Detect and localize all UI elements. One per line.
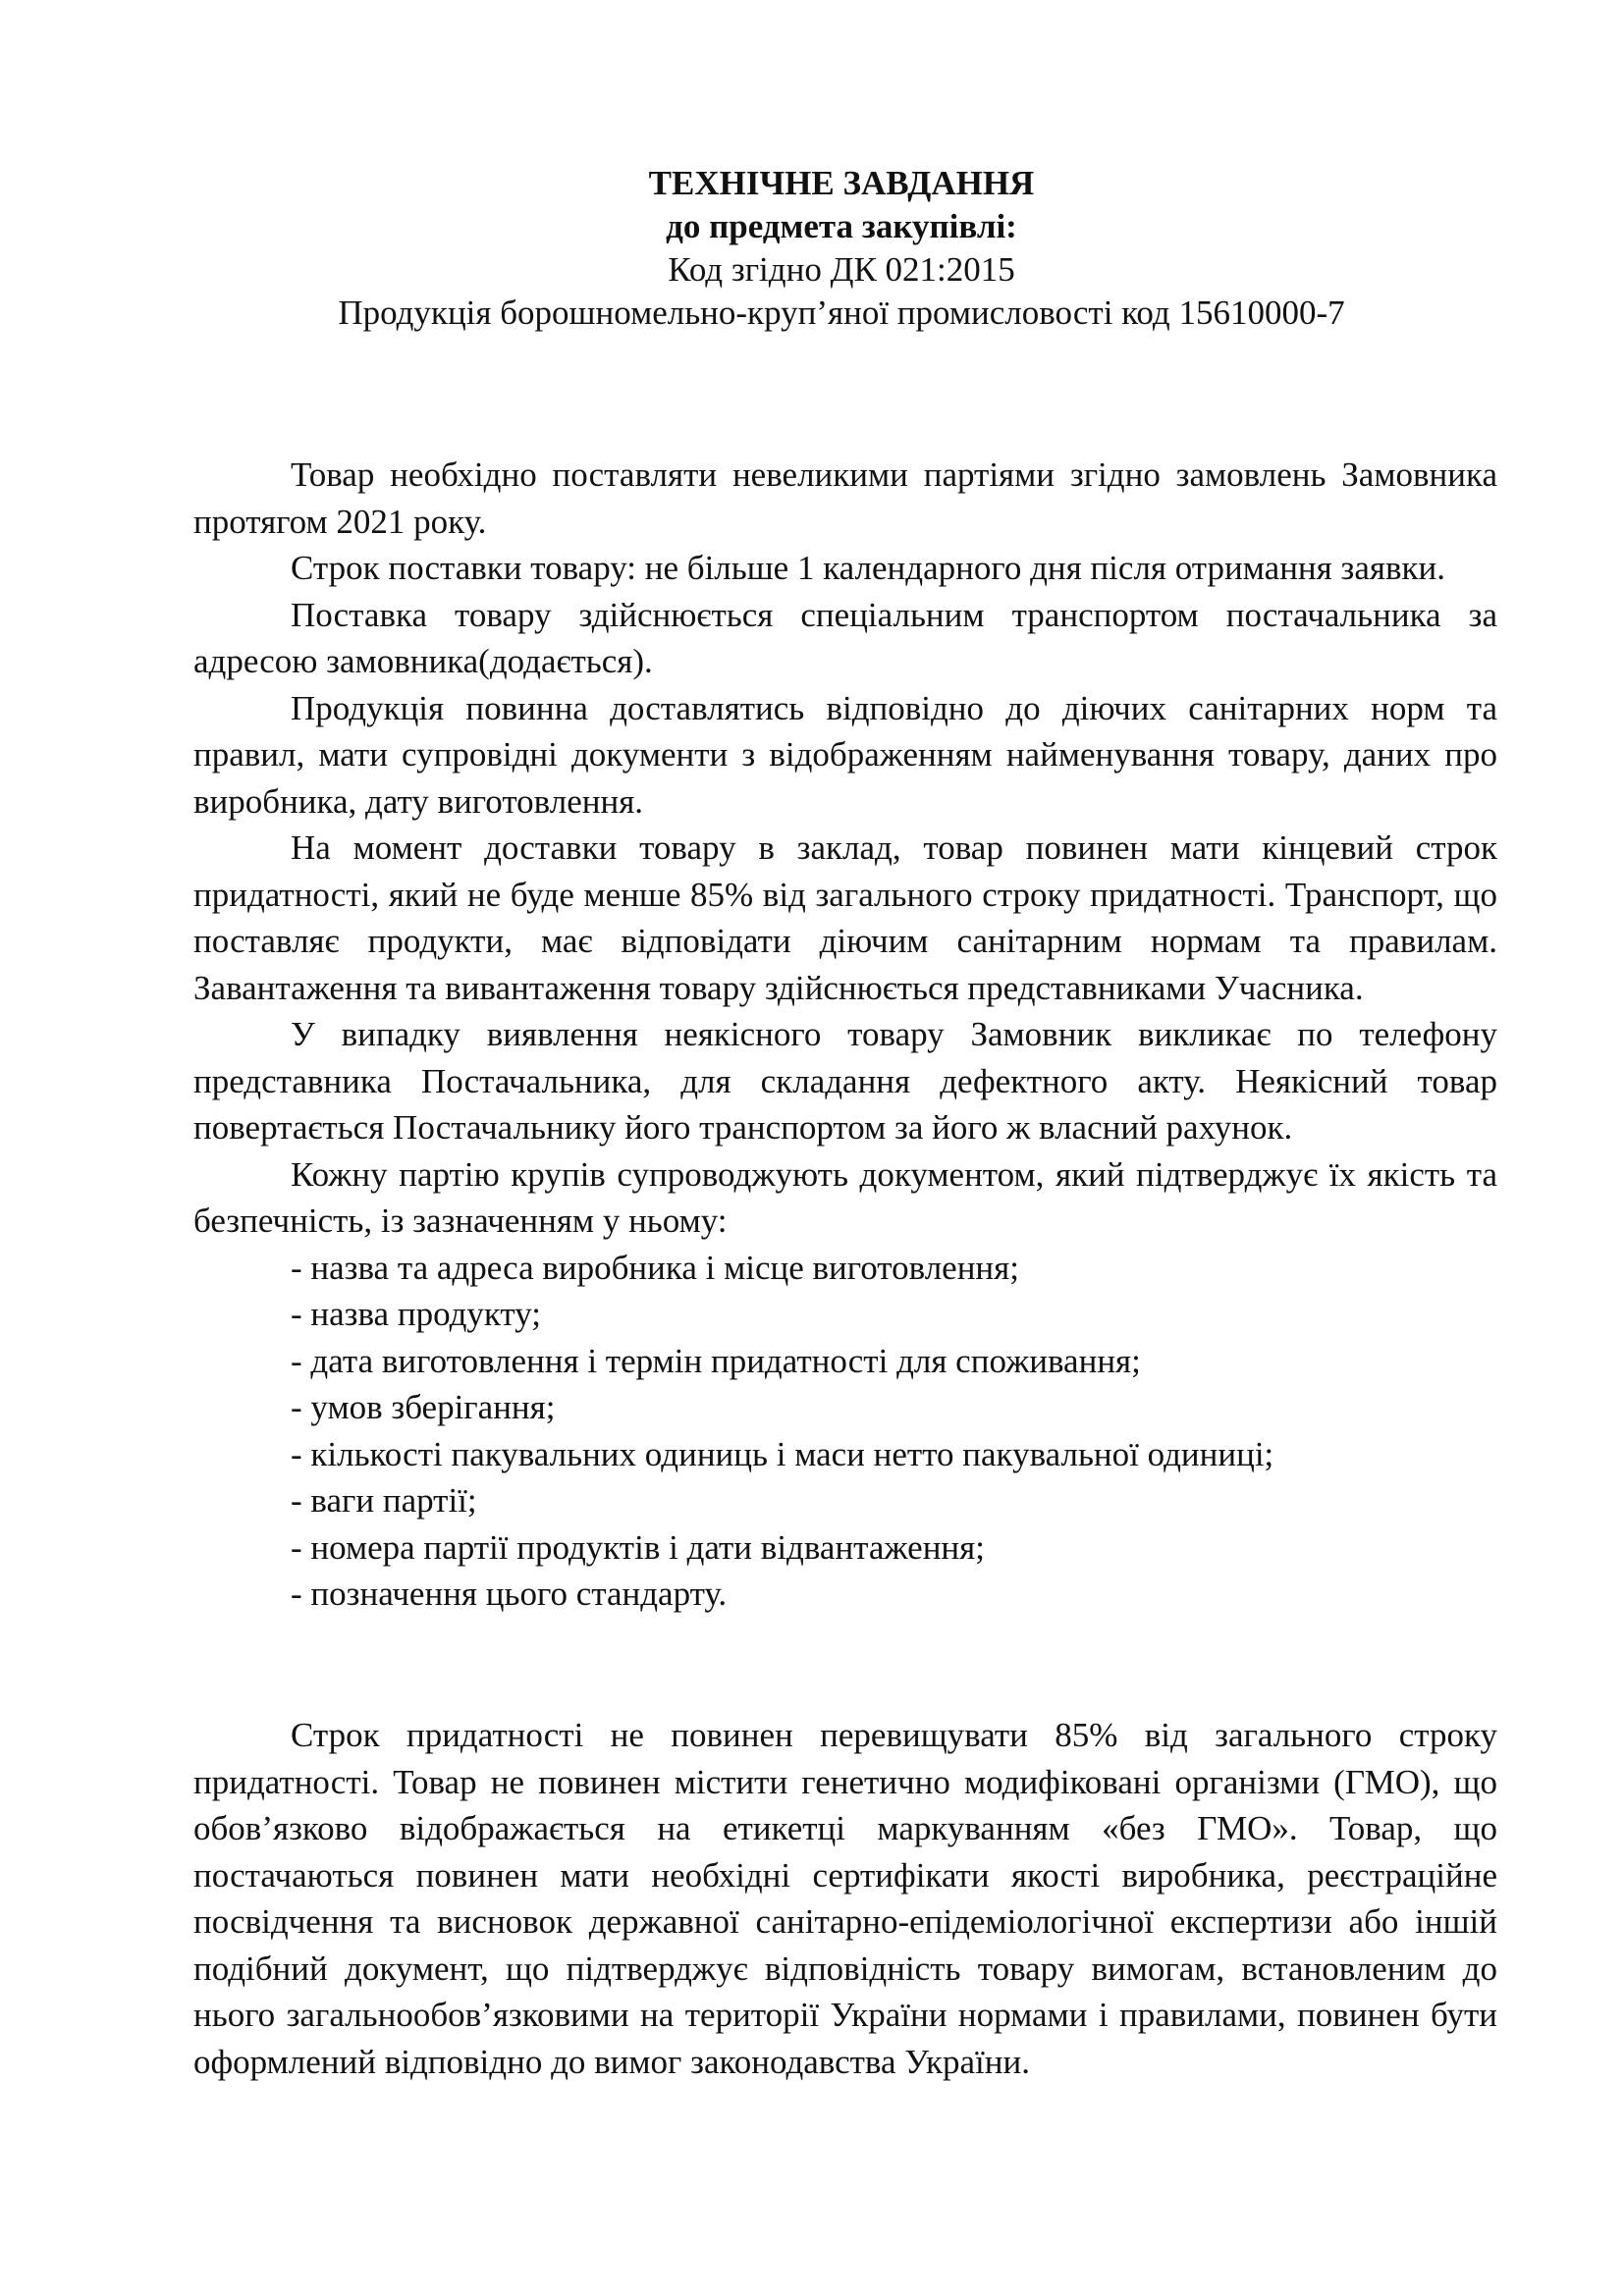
list-item: - ваги партії;	[291, 1481, 477, 1520]
paragraph-transport: Поставка товару здійснюється спеціальним транспортом постачальника за адресою замовника(додається).	[193, 595, 1497, 680]
document-body-final	[193, 1712, 1497, 2085]
list-item: - умов зберігання;	[291, 1388, 556, 1426]
paragraph-delivery-term: Строк поставки товару: не більше 1 календарного дня після отримання заявки.	[291, 549, 1445, 587]
document-body	[193, 452, 1497, 1618]
list-item: - назва продукту;	[291, 1295, 542, 1333]
list-item: - дата виготовлення і термін придатності для споживання;	[291, 1341, 1141, 1380]
document-header	[0, 162, 1624, 335]
list-item: - кількості пакувальних одиниць і маси нетто пакувальної одиниці;	[291, 1434, 1274, 1473]
document-requirements-list	[193, 1245, 1497, 1618]
list-item: - номера партії продуктів і дати відвантаження;	[291, 1527, 985, 1567]
paragraph-documents: Кожну партію крупів супроводжують документом, який підтверджує їх якість та безпечність, із зазначенням у ньому:	[193, 1154, 1497, 1240]
classification-code: Код згідно ДК 021:2015	[668, 250, 1015, 289]
paragraph-defective-goods: У випадку виявлення неякісного товару Замовник викликає по телефону представника Постачальника, для складання дефектного акту. Неякісний товар повертається Постачальнику його транспортом за його ж власний рахунок.	[193, 1015, 1497, 1147]
paragraph-shelf-life: На момент доставки товару в заклад, товар повинен мати кінцевий строк придатності, який не буде менше 85% від загального строку придатності. Транспорт, що поставляє продукти, має відповідати діючим санітарним нормам та правилам. Завантаження та вивантаження товару здійснюється представниками Учасника.	[193, 828, 1497, 1007]
list-item: - назва та адреса виробника і місце виготовлення;	[291, 1248, 1019, 1287]
document-subtitle: до предмета закупівлі:	[666, 207, 1017, 245]
document-title: ТЕХНІЧНЕ ЗАВДАННЯ	[648, 164, 1035, 202]
product-description: Продукція борошномельно-круп’яної промисловості код 15610000-7	[338, 294, 1345, 332]
paragraph-quality-requirements: Строк придатності не повинен перевищувати 85% від загального строку придатності. Товар не повинен містити генетично модифіковані організми (ГМО), що обов’язково відображається на етикетці маркуванням «без ГМО». Товар, що постачаються повинен мати необхідні сертифікати якості виробника, реєстраційне посвідчення та висновок державної санітарно-епідеміологічної експертизи або іншій подібний документ, що підтверджує відповідність товару вимогам, встановленим до нього загальнообов’язковими на території України нормами і правилами, повинен бути оформлений відповідно до вимог законодавства України.	[193, 1716, 1497, 2081]
paragraph-sanitary-norms: Продукція повинна доставлятись відповідно до діючих санітарних норм та правил, мати супровідні документи з відображенням найменування товару, даних про виробника, дату виготовлення.	[193, 688, 1497, 821]
list-item: - позначення цього стандарту.	[291, 1575, 728, 1613]
paragraph-delivery-schedule: Товар необхідно поставляти невеликими партіями згідно замовлень Замовника протягом 2021 року.	[193, 455, 1497, 541]
